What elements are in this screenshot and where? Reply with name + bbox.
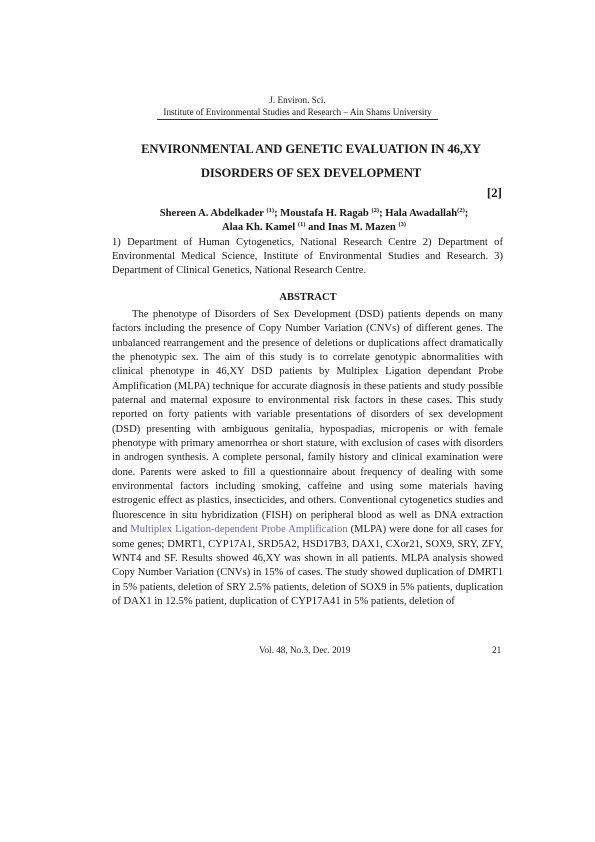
abstract-text: The phenotype of Disorders of Sex Development (DSD) patients depends on many factors including the presence of Copy Number Variation (CNVs) of different genes. The unbalanced rearrangement and the presence of deletions or duplications affect dramatically the phenotypic sex. The aim of this study is to correlate genotypic abnormalities with clinical phenotype in 46,XY DSD patients by Multiplex Ligation dependant Probe Amplification (MLPA) technique for accurate diagnosis in these patients and study possible paternal and maternal exposure to environmental risk factors in these cases. This study reported on forty patients with variable presentations of disorders of sex development (DSD) presenting with ambiguous genitalia, hypospadias, micropenis or with female phenotype with primary amenorrhea or short stature, with exclusion of cases with disorders in androgen synthesis. A complete personal, family history and clinical examination were done. Parents were asked to fill a questionnaire about frequency of dealing with some environmental factors including smoking, caffeine and using some materials having estrogenic effect as plastics, insecticides, and others. Conventional cytogenetics studies and fluorescence in situ hybridization (FISH) on peripheral blood as well as DNA extraction and	[112, 309, 503, 536]
title-line-2: DISORDERS OF SEX DEVELOPMENT	[200, 166, 422, 180]
reference-number: [2]	[486, 185, 502, 200]
affiliation-mark: (2)	[457, 207, 465, 214]
author-name: and Inas M. Mazen	[305, 222, 399, 233]
abstract-term-link[interactable]: Multiplex Ligation-dependent Probe Amplification	[130, 524, 348, 536]
author-line-1	[112, 207, 516, 221]
affiliation-mark: (1)	[297, 221, 306, 228]
author-name: ; Moustafa H. Ragab	[274, 208, 372, 219]
abstract-text-continued: (MLPA) were done for all cases for some genes; DMRT1, CYP17A1, SRD5A2, HSD17B3, DAX1, CXor21, SOX9, SRY, ZFY, WNT4 and SF. Results showed 46,XY was shown in all patients. MLPA analysis showed Copy Number Variation (CNVs) in 15% of cases. The study showed duplication of DMRT1 in 5% patients, deletion of SRY 2.5% patients, deletion of SOX9 in 5% patients, duplication of DAX1 in 12.5% patient, duplication of CYP17A41 in 5% patients, deletion of	[112, 524, 504, 607]
author-list	[112, 207, 516, 235]
author-name: ; Hala Awadallah	[379, 208, 458, 219]
author-name: Shereen A. Abdelkader	[159, 208, 267, 219]
affiliation-mark: (2)	[371, 207, 380, 214]
paper-title	[105, 137, 517, 185]
affiliation-mark: (3)	[398, 221, 407, 228]
affiliations: 1) Department of Human Cytogenetics, National Research Centre 2) Department of Environmental Medical Science, Institute of Environmental Studies and Research. 3) Department of Clinical Genetics, National Research Centre.	[112, 237, 503, 276]
institute-name: Institute of Environmental Studies and Research – Ain Shams University	[157, 107, 437, 120]
author-line-2	[112, 221, 516, 235]
abstract-body	[112, 308, 503, 609]
abstract-heading: ABSTRACT	[279, 292, 337, 303]
author-name: Alaa Kh. Kamel	[221, 222, 298, 233]
journal-name: J. Environ. Sci.	[269, 95, 326, 105]
affiliation-mark: (1)	[266, 207, 275, 214]
journal-header	[0, 95, 595, 120]
title-line-1: ENVIRONMENTAL AND GENETIC EVALUATION IN 46,XY	[141, 142, 481, 156]
page-number: 21	[492, 645, 502, 655]
footer-volume: Vol. 48, No.3, Dec. 2019	[259, 645, 351, 655]
separator: ;	[464, 208, 469, 219]
